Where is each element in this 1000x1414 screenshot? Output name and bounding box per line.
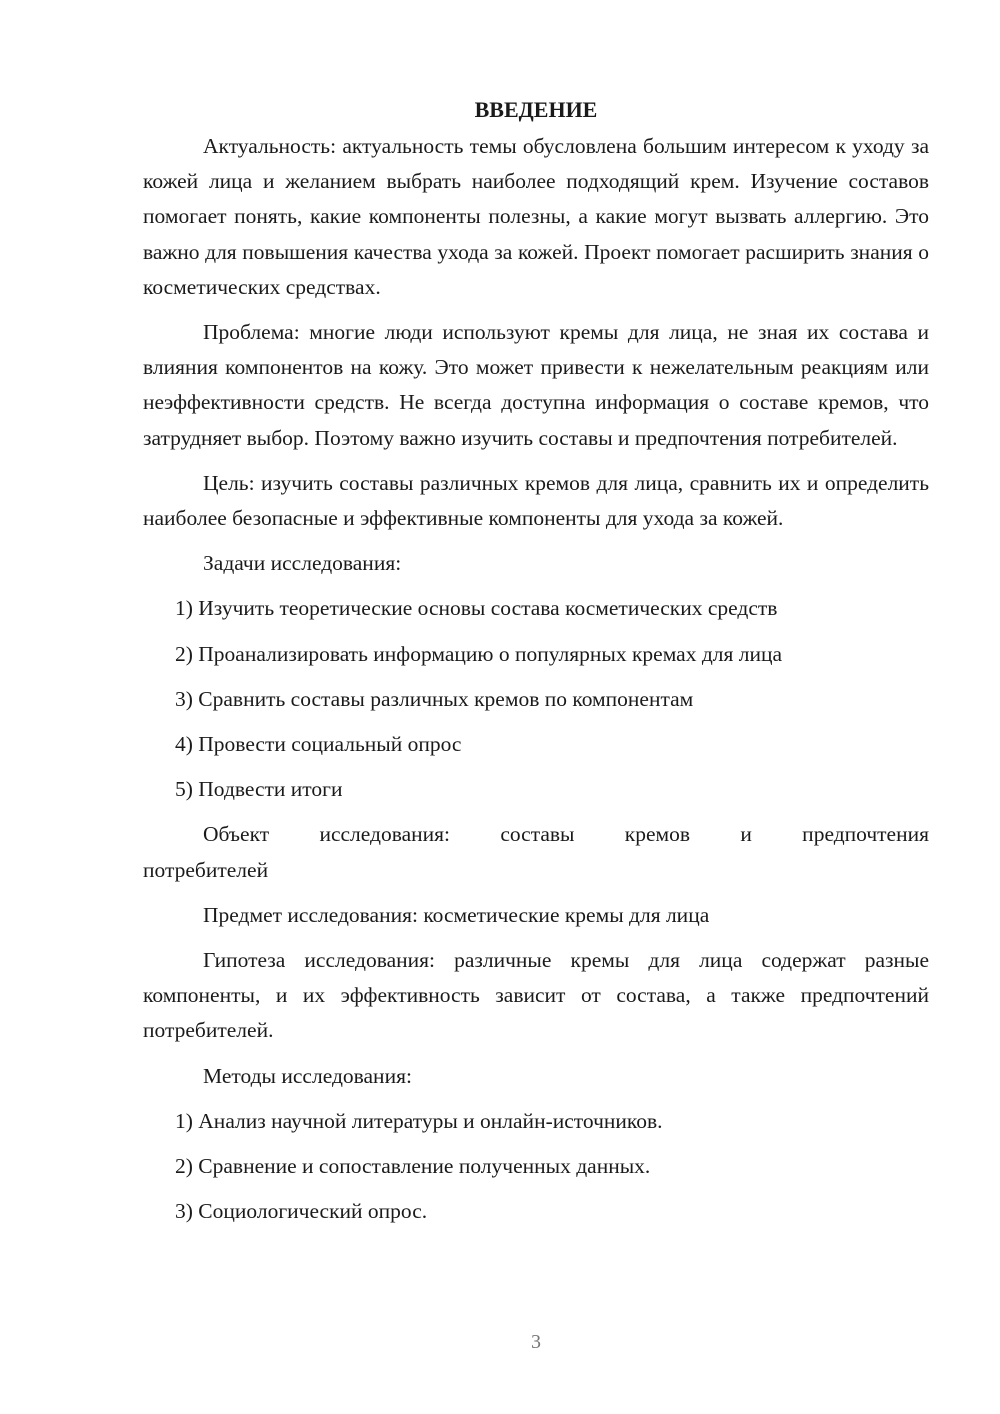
list-item: 1) Изучить теоретические основы состава косметических средств bbox=[175, 596, 778, 621]
list-item: 3) Сравнить составы различных кремов по компонентам bbox=[175, 686, 694, 711]
object-line-1: Объект исследования: составы кремов и предпочтения bbox=[203, 822, 929, 847]
goal-paragraph: Цель: изучить составы различных кремов для лица, сравнить их и определить наиболее безопасные и эффективные компоненты для ухода за кожей. bbox=[143, 470, 929, 531]
tasks-heading: Задачи исследования: bbox=[203, 551, 402, 576]
object-line-2: потребителей bbox=[143, 857, 269, 882]
list-item: 2) Сравнение и сопоставление полученных данных. bbox=[175, 1154, 651, 1179]
hypothesis-paragraph: Гипотеза исследования: различные кремы для лица содержат разные компоненты, и их эффективность зависит от состава, а также предпочтений потребителей. bbox=[143, 948, 929, 1043]
methods-heading: Методы исследования: bbox=[203, 1063, 412, 1088]
page-title: ВВЕДЕНИЕ bbox=[474, 97, 598, 122]
document-page bbox=[143, 92, 929, 1239]
object-paragraph bbox=[143, 817, 929, 887]
tasks-list bbox=[143, 591, 929, 807]
problem-paragraph: Проблема: многие люди используют кремы для лица, не зная их состава и влияния компонентов на кожу. Это может привести к нежелательным реакциям или неэффективности средств. Не всегда доступна информация о составе кремов, что затрудняет выбор. Поэтому важно изучить составы и предпочтения потребителей. bbox=[143, 320, 929, 450]
list-item: 3) Социологический опрос. bbox=[175, 1199, 428, 1224]
list-item: 2) Проанализировать информацию о популярных кремах для лица bbox=[175, 641, 783, 666]
methods-list bbox=[143, 1104, 929, 1230]
list-item: 4) Провести социальный опрос bbox=[175, 732, 462, 757]
subject-paragraph: Предмет исследования: косметические кремы для лица bbox=[203, 902, 710, 927]
list-item: 5) Подвести итоги bbox=[175, 777, 343, 802]
relevance-paragraph: Актуальность: актуальность темы обусловлена большим интересом к уходу за кожей лица и желанием выбрать наиболее подходящий крем. Изучение составов помогает понять, какие компоненты полезны, а какие могут вызвать аллергию. Это важно для повышения качества ухода за кожей. Проект помогает расширить знания о косметических средствах. bbox=[143, 134, 929, 299]
page-number: 3 bbox=[531, 1331, 541, 1353]
list-item: 1) Анализ научной литературы и онлайн-источников. bbox=[175, 1108, 663, 1133]
